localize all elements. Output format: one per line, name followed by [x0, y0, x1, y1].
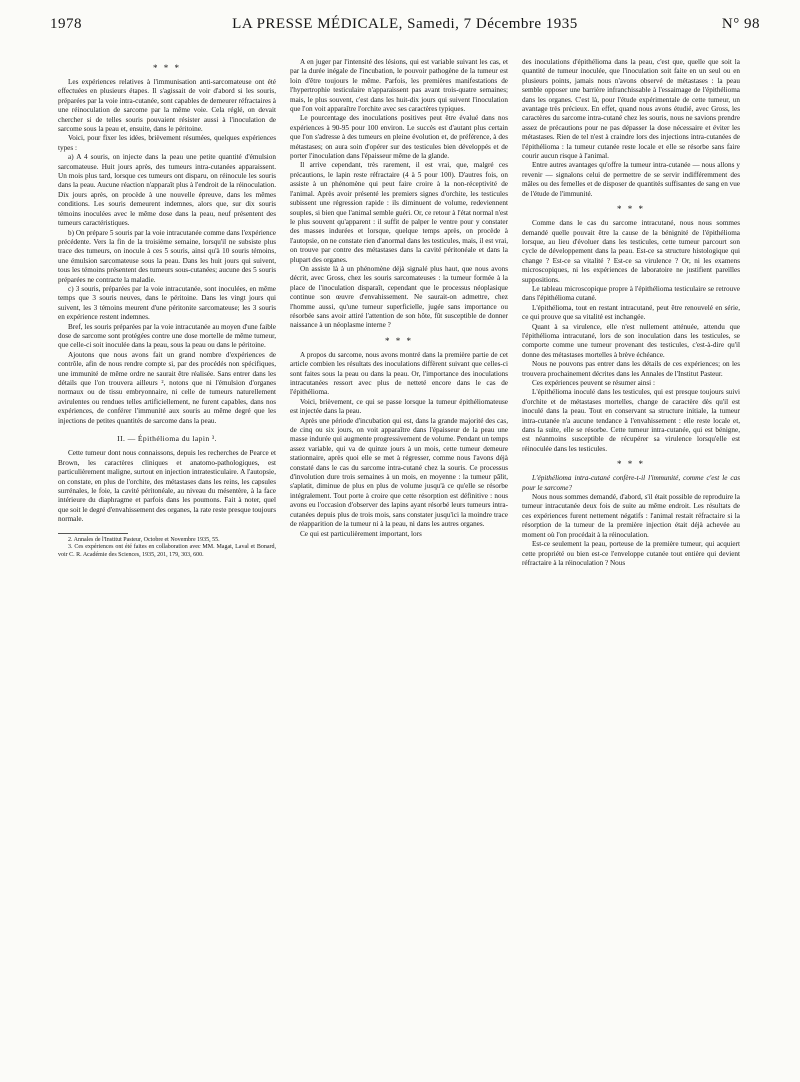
paragraph: Il arrive cependant, très rarement, il est vrai, que, malgré ces précautions, le lapin reste réfractaire (4 à 5 pour 100). D'autres fois, on assiste à un phénomène qui peut faire croire à la non-réceptivité de l'animal. Après avoir présenté les premiers signes d'orchite, les testicules subissent une régression rapide : ils diminuent de volume, redeviennent souples, si bien que l'animal semble guéri. Or, ce retour à l'état normal n'est le plus souvent qu'apparent : il suffit de palper le ventre pour y constater des masses indurées et lorsque, quelque temps après, on procède à l'autopsie, on ne constate rien d'anormal dans les testicules, mais, il est vrai, on trouve par contre des métastases dans la cavité péritonéale et dans la plupart des organes.	[290, 161, 508, 264]
paragraph: On assiste là à un phénomène déjà signalé plus haut, que nous avons décrit, avec Gross, chez les souris sarcomateuses : la tumeur formée à la place de l'inoculation disparaît, cependant que le processus néoplasique continue son œuvre d'envahissement. Ne saurait-on admettre, chez l'homme aussi, qu'une tumeur superficielle, jugée sans importance ou résorbée sans avoir attiré l'attention de son hôte, fût susceptible de donner naissance à un néoplasme interne ?	[290, 264, 508, 330]
paragraph: L'épithélioma, tout en restant intracutané, peut être renouvelé en série, ce qui prouve que sa vitalité est inchangée.	[522, 303, 740, 322]
section-separator: * * *	[385, 335, 413, 346]
paragraph: Ce qui est particulièrement important, lors	[300, 529, 422, 538]
section-heading: II. — Épithélioma du lapin ³.	[117, 434, 217, 444]
column-1	[58, 58, 276, 559]
footnote-2: 2. Annales de l'Institut Pasteur, Octobre et Novembre 1935, 55.	[68, 536, 220, 543]
page-header	[50, 10, 760, 36]
paragraph: Est-ce seulement la peau, porteuse de la première tumeur, qui acquiert cette propriété ou bien est-ce l'enveloppe cutanée tout entière qui devient réfractaire à la réinoculation ? Nous	[522, 540, 740, 567]
paragraph-question: L'épithélioma intra-cutané confère-t-il l'immunité, comme c'est le cas pour le sarcome?	[522, 474, 740, 492]
column-3	[522, 58, 740, 568]
paragraph: Après une période d'incubation qui est, dans la grande majorité des cas, de cinq ou six jours, on voit apparaître dans l'épaisseur de la peau une masse indurée qui augmente progressivement de volume. Pendant un temps assez variable, qui va de quinze jours à un mois, cette tumeur demeure stationnaire, après quoi elle se met à régresser, comme nous l'avons déjà constaté dans le cas du sarcome intra-cutané chez la souris. Ce processus d'involution dure trois semaines à un mois, en moyenne : la tumeur pâlit, s'aplatit, diminue de plus en plus de volume jusqu'à ce qu'elle se résorbe intégralement. Tout porte à croire que cette résorption est définitive : nous avons eu l'occasion d'observer des lapins ayant résorbé leurs tumeurs intra-cutanées depuis plus de trois mois, sans constater jusqu'ici la moindre trace de réapparition de la tumeur ni à la peau, ni dans les autres organes.	[290, 416, 508, 529]
issue-number: N° 98	[721, 16, 760, 32]
paragraph: Voici, pour fixer les idées, brièvement résumées, quelques expériences types :	[58, 134, 276, 152]
paragraph: Le tableau microscopique propre à l'épithélioma testiculaire se retrouve dans l'épithélioma cutané.	[522, 284, 740, 303]
paragraph: A propos du sarcome, nous avons montré dans la première partie de cet article combien les résultats des inoculations diffèrent suivant que celles-ci sont faites sous la peau ou dans la peau. Or, l'importance des inoculations intracutanées ressort avec plus de netteté encore dans le cas de l'épithélioma.	[290, 350, 508, 397]
paragraph: Les expériences relatives à l'immunisation anti-sarcomateuse ont été effectuées en plusieurs étapes. Il s'agissait de voir d'abord si les souris, préparées par la voie intra-cutanée, sont capables de demeurer réfractaires à une réinoculation de sarcome par la même voie. Cela réglé, on devait chercher si de telles souris pouvaient résister aussi à l'inoculation de sarcome sous la peau et, ensuite, dans le péritoine.	[58, 78, 276, 134]
journal-title: LA PRESSE MÉDICALE, Samedi, 7 Décembre 1935	[232, 16, 578, 32]
paragraph: L'épithélioma inoculé dans les testicules, qui est presque toujours suivi d'orchite et de métastases mortelles, change de caractère dès qu'il est inoculé dans la peau. Tout en conservant sa structure initiale, la tumeur intra-cutanée n'a aucune tendance à l'envahissement : elle reste locale et, dans la suite, elle se résorbe. Cette tumeur intra-cutanée, qui est bénigne, est néanmoins susceptible de récupérer sa virulence lorsqu'elle est réinoculée dans les testicules.	[522, 388, 740, 453]
paragraph: a) A 4 souris, on injecte dans la peau une petite quantité d'émulsion sarcomateuse. Huit jours après, des tumeurs intra-cutanées apparaissent. Un mois plus tard, lorsque ces tumeurs ont disparu, on réinocule les souris dans la peau. Aucune réaction n'apparaît plus à l'endroit de la réinoculation. Dix jours après, on procède à une nouvelle épreuve, dans les mêmes conditions. Les souris demeurent indemnes, alors que, sur dix souris témoins inoculées avec le même dose dans la peau, neuf présentent des tumeurs caractéristiques.	[58, 153, 276, 228]
footnote-3: 3. Ces expériences ont été faites en collaboration avec MM. Magat, Laval et Bonard, voir C. R. Académie des Sciences, 1935, 201, 179, 303, 600.	[58, 544, 276, 558]
page-number: 1978	[50, 16, 82, 32]
paragraph: b) On prépare 5 souris par la voie intracutanée comme dans l'expérience précédente. Vers la fin de la troisième semaine, lorsqu'il ne subsiste plus trace des tumeurs, on inocule à ces 5 souris, ainsi qu'à 10 souris témoins, une émulsion sarcomateuse sous la peau. Dans les huit jours qui suivent, tous les témoins présentent des tumeurs sous-cutanées; aucune des 5 souris préparées ne contracte la maladie.	[58, 228, 276, 284]
paragraph: A en juger par l'intensité des lésions, qui est variable suivant les cas, et par la durée inégale de l'incubation, le pouvoir pathogène de la tumeur est loin d'être toujours le même. Parfois, les premières manifestations de l'hypertrophie testiculaire n'apparaissent pas avant trois-quatre semaines; mais, le plus souvent, c'est dans les huit-dix jours qui suivent l'inoculation que l'on voit apparaître l'orchite avec ses caractères typiques.	[290, 58, 508, 114]
paragraph: Nous nous sommes demandé, d'abord, s'il était possible de reproduire la tumeur intracutanée deux fois de suite au même endroit. Les résultats de ces expériences furent nettement négatifs : l'animal restait réfractaire si la résorption de la tumeur de la première injection était déjà achevée au moment où l'on procédait à la réinoculation.	[522, 493, 740, 539]
paragraph: Entre autres avantages qu'offre la tumeur intra-cutanée — nous allons y revenir — signalons celui de permettre de se servir indifféremment des mâles ou des femelles et de disposer de quantités suffisantes de sang en vue de l'étude de l'immunité.	[522, 161, 740, 198]
paragraph: Ajoutons que nous avons fait un grand nombre d'expériences de contrôle, afin de nous rendre compte si, par des procédés non spécifiques, une immunité de même ordre ne saurait être réalisée. Sans entrer dans les détails que l'on trouvera ailleurs ², notons que ni l'émulsion d'organes normaux ou de tissu embryonnaire, ni celle de tumeurs naturellement avirulentes ou rendues telles artificiellement, ne furent capables, dans nos expériences, de conférer l'immunité aux souris au même degré que les injections de petites quantités de sarcome dans la peau.	[58, 350, 276, 425]
paragraph: Ces expériences peuvent se résumer ainsi :	[532, 379, 655, 387]
paragraph: des inoculations d'épithélioma dans la peau, c'est que, quelle que soit la quantité de tumeur inoculée, que l'inoculation soit faite en un seul ou en plusieurs points, jamais nous n'avons observé de métastases : la peau semble opposer une barrière infranchissable à l'essaimage de l'épithélioma dans les organes. C'est là, pour l'étude expérimentale de cette tumeur, un avantage très précieux. En effet, quand nous avons étudié, avec Gross, les caractères du sarcome intra-cutané chez les souris, nous ne savions prendre assez de précautions pour ne pas dépasser la dose nécessaire et éviter les métastases. Rien de tel n'est à craindre lors des injections intra-cutanées de l'épithélioma : la tumeur cutanée reste locale et elle se résorbe sans faire courir aucun risque à l'animal.	[522, 58, 740, 161]
paragraph: Nous ne pouvons pas entrer dans les détails de ces expériences; on les trouvera prochainement décrites dans les Annales de l'Institut Pasteur.	[522, 360, 740, 378]
paragraph: Bref, les souris préparées par la voie intracutanée au moyen d'une faible dose de sarcome sont protégées contre une dose mortelle de même tumeur, que celle-ci soit inoculée dans la peau, sous la peau ou dans le péritoine.	[58, 322, 276, 350]
paragraph: Voici, brièvement, ce qui se passe lorsque la tumeur épithéliomateuse est injectée dans la peau.	[290, 397, 508, 416]
paragraph: Le pourcentage des inoculations positives peut être évalué dans nos expériences à 90-95 pour 100 environ. Le succès est d'autant plus certain que l'on s'adresse à des tumeurs en pleine évolution et, de préférence, à des métastases; on aura soin d'opérer sur des testicules bien développés et de porter l'inoculation dans l'épaisseur même de la glande.	[290, 114, 508, 161]
paragraph: Comme dans le cas du sarcome intracutané, nous nous sommes demandé quelle pouvait être la cause de la bénignité de l'épithélioma lorsque, au lieu d'évoluer dans les testicules, cette tumeur parcourt son cycle de développement dans la peau. Est-ce sa structure histologique qui change ? Est-ce sa vitalité ? Est-ce sa virulence ? Or, ni les examens microscopiques, ni les expériences de laboratoire ne justifient pareilles suppositions.	[522, 219, 740, 284]
paragraph: c) 3 souris, préparées par la voie intracutanée, sont inoculées, en même temps que 3 souris neuves, dans le péritoine. Dans les vingt jours qui suivent, les 3 témoins meurent d'une péritonite sarcomateuse; les 3 souris en expérience restent indemnes.	[58, 284, 276, 322]
section-separator: * * *	[617, 459, 645, 470]
section-separator: * * *	[617, 204, 645, 215]
article-body	[58, 58, 764, 1072]
section-separator: * * *	[153, 63, 181, 73]
paragraph: Quant à sa virulence, elle n'est nullement atténuée, attendu que l'épithélioma intracutané, lors de son inoculation dans les testicules, se comporte comme une tumeur provenant des testicules, c'est-à-dire qu'il donne des métastases mortelles à brève échéance.	[522, 322, 740, 359]
paragraph: Cette tumeur dont nous connaissons, depuis les recherches de Pearce et Brown, les caractères cliniques et anatomo-pathologiques, est particulièrement maligne, surtout en injection intratesticulaire. A l'autopsie, on constate, en plus de l'orchite, des métastases dans les reins, les capsules surrénales, le foie, la cavité péritonéale, au niveau du mésentère, à la face intérieure du diaphragme et parfois dans les poumons. Fait à noter, quel que soit le degré d'envahissement des organes, la rate reste presque toujours normale.	[58, 449, 276, 524]
column-2	[290, 58, 508, 539]
